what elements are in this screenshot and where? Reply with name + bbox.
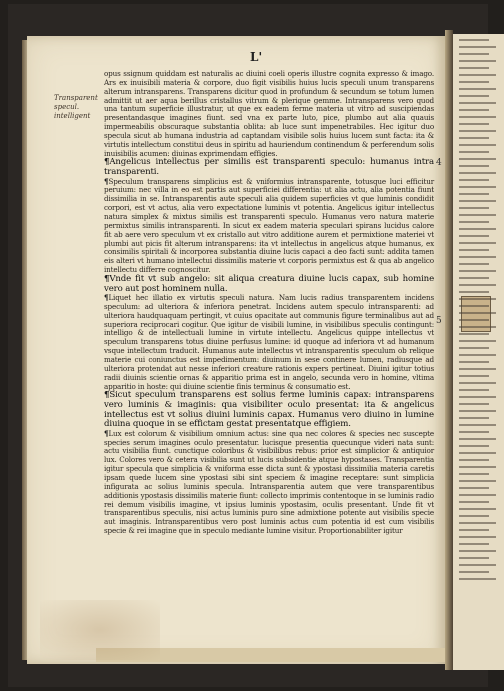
facing-page-text-line: [459, 382, 496, 384]
paragraph-mark-icon: ¶: [104, 176, 109, 186]
paragraph-text: Lux est colorum & visibilium omnium actus: sine qua nec colores & species nec suscepte species serum imagines oculo presentatur. lucisque presentia quecunque videri nata sunt: actu visibilia fiunt. cunctique coloribus & visibilibus rebus: prior est simplicior & antiquior lux. Colores vero & cetera visibilia sunt ut lucis subsidentie atque hypostases. Transparentia igitur specula que simplicia & vniforma esse dicta sunt & ypostasi dissimilia materia caretis ipsam quede lucem sine ypostasi sibi sint speciem & imagine receptare: sunt simplicia infigurata ac solius luminis specula. Intransparentia autem que vere transparentibus additionis ypostasis dissimilis materie fiunt: collecto imprimis contentoque in se luminis radio rei demum visibilis imagine, vt ipsius luminis ypostasim, oculis presentant. Unde fit vt transparentibus speculis, nisi actus luminis puro sine admixtione potente aut visibilis specie aut imaginis. Intransparentibus vero post luminis actus cum potentia id est cum visibilis specie & rei imagine que in speculo mediante lumine visitur. Proportionabiliter igitur: [104, 428, 434, 536]
facing-page-text-line: [459, 389, 489, 391]
facing-page-text-line: [459, 277, 489, 279]
facing-page-text-line: [459, 109, 489, 111]
text-paragraph: [104, 178, 434, 275]
facing-page-text-line: [459, 291, 489, 293]
facing-page-text-line: [459, 46, 496, 48]
facing-page-text-line: [459, 424, 496, 426]
facing-page-text-line: [459, 67, 489, 69]
paragraph-text: Speculum transparens simplicius est & vniformius intransparente, totusque luci efficitur peruium: nec villa in eo est partis aut superficiei differentia: ut alia actu, alia potentia fiunt dissimilia in se. Intransparentis aute speculi alia quidem superficies vt que luminis condidit corpori, est vt actus, alia vero expectatione luminis vt potentia. Angelicus igitur intellectus natura simplex & mixtus similis est transparenti speculo. Humanus vero natura materie permixtus similis intransparenti. In sicut ex eadem materia speculari spirans lucidus calore fit ab aere vero speculum vt ex cristallo aut vitro additione aurem et permixtione materiei vt plumbi aut picis fit alterum intransparens: ita vt intellectus in angelicus atque humanus, ex consimilis spiritali & incorporea substantia diuine lucis capaci a deo facti sunt: addita tamen eis alteri vt humano intellectui dissimilis materie vt corporis permixtus est & qua ab angelico intellectu differre cognoscitur.: [104, 176, 434, 275]
facing-page-text-line: [459, 564, 496, 566]
facing-page-text-line: [459, 60, 496, 62]
facing-page-text-line: [459, 172, 496, 174]
margin-number: 4: [436, 158, 442, 168]
paragraph-text: opus ssignum quiddam est naturalis ac diuini coeli operis illustre cognita expresso & imago. Ars ex inuisibili materia & corpore, duo figit visibilis huius lucis speculi unum transparens alterum intransparens. Transparens dicitur quod in profundum & secundum se totum lumen admittit ut aer aqua berillus cristallus vitrum & plerique gemme. Intransparens vero quod una tantum superficie illustratur, ut que ex eadem ferme materia ut vitro ad suscipiendas presentandasque imagines fiunt. sed vna ex parte luto, pice, plumbo aut alia quauis impermeabilis obscuraque substantia oblita: ab luce sunt impenetrabiles. Hec igitur duo specula sicut ab humana industria ad captandam visibile solis huius lucem sunt facta: ita & virtutis intellectum constitui deus in spiritu ad hauriendum continendum & perferendum solis inuisibilis acumen: diuinas exprimendam effigies.: [104, 69, 434, 158]
facing-page-text-line: [459, 144, 496, 146]
facing-page-text-line: [459, 116, 496, 118]
facing-page-text-line: [459, 242, 496, 244]
facing-page-text-line: [459, 228, 496, 230]
text-paragraph: [104, 430, 434, 536]
facing-page-text-line: [459, 270, 496, 272]
paragraph-mark-icon: ¶: [104, 428, 109, 438]
facing-page-text-line: [459, 340, 496, 342]
facing-page-text-line: [459, 375, 489, 377]
facing-page-text-line: [459, 571, 489, 573]
facing-page-text-line: [459, 319, 489, 321]
facing-page-text-line: [459, 256, 496, 258]
facing-page-text-line: [459, 403, 489, 405]
facing-page-text-line: [459, 445, 489, 447]
facing-page-text-line: [459, 312, 496, 314]
facing-page-text-line: [459, 417, 489, 419]
facing-page-text-line: [459, 88, 496, 90]
facing-page-text-line: [459, 354, 496, 356]
facing-page-text-line: [459, 158, 496, 160]
facing-page-text-line: [459, 452, 496, 454]
facing-page-text-line: [459, 186, 496, 188]
facing-page-text-line: [459, 347, 489, 349]
text-paragraph: [104, 70, 434, 158]
paragraph-text: Liquet hec illatio ex virtutis speculi natura. Nam lucis radius transparentem incidens speculum: ad ulteriora & inferiora penetrat. Incidens autem speculo intransparenti: ad ulteriora haudquaquam pertingit, vt cuius opacitate aut communis figure terminalibus aut ad superiora reciprocari cogitur. Que igitur de visibili lumine, in visibilibus speculis contingunt: intelligo & de intellectuali lumine in virtute intellectu. Angelicus quippe intellectus vt speculum transparens totus diuine perfusus lumine: id quoque ad inferiora vt ad humanum vsque intellectum traducit. Humanus aute intellectus vt intransparentis speculum ob relique materie cui coniunctus est impedimentum: diuinum in sese continere lumen, radiusque ad ulteriora protendat aut nesse inferiori creature rationis expers pertineat. Diuini igitur totius radii diuinis scientie ornas & apparitio prima est in angelo, secunda vero in homine, vltima apparitio in hoste: qui diuine scientie finis terminus & consumatio est.: [104, 293, 434, 391]
folio-number: L': [250, 50, 263, 64]
facing-page-text-line: [459, 249, 489, 251]
text-paragraph: [104, 294, 434, 391]
facing-page-text-line: [459, 522, 496, 524]
facing-page-text-line: [459, 165, 489, 167]
facing-page-text-line: [459, 487, 489, 489]
facing-page-text-line: [459, 410, 496, 412]
facing-page-text-line: [459, 361, 489, 363]
facing-page-text-line: [459, 200, 496, 202]
facing-page-text-line: [459, 207, 489, 209]
facing-page-text-line: [459, 529, 489, 531]
body-text: [104, 70, 434, 536]
section-heading: [104, 158, 434, 177]
facing-page-text-line: [459, 396, 496, 398]
facing-page-text-line: [459, 298, 496, 300]
paragraph-mark-icon: ¶: [104, 390, 110, 401]
handwritten-margin-note: Transparent specul. intelligent: [54, 94, 98, 120]
facing-page-text-line: [459, 578, 496, 580]
facing-page-text-line: [459, 102, 496, 104]
book-spine: [445, 30, 453, 670]
facing-page-text-line: [459, 74, 496, 76]
section-heading: [104, 275, 434, 294]
facing-page-text-line: [459, 123, 489, 125]
facing-page-text-line: [459, 305, 489, 307]
facing-page-text-line: [459, 333, 489, 335]
facing-page-text-line: [459, 550, 496, 552]
facing-page-text-line: [459, 466, 496, 468]
page-stain: [40, 600, 160, 660]
facing-page-text-line: [459, 501, 489, 503]
margin-number: 5: [436, 316, 442, 326]
facing-page-text-line: [459, 221, 489, 223]
facing-page-text-line: [459, 95, 489, 97]
facing-page-fragment: [453, 34, 504, 670]
facing-page-text-line: [459, 151, 489, 153]
facing-page-text-line: [459, 39, 489, 41]
facing-page-text-line: [459, 431, 489, 433]
section-heading: [104, 391, 434, 429]
facing-page-text-line: [459, 81, 489, 83]
paragraph-mark-icon: ¶: [104, 273, 110, 284]
facing-page-text-line: [459, 459, 489, 461]
facing-page-text-line: [459, 130, 496, 132]
facing-page-text-line: [459, 480, 496, 482]
facing-page-text-line: [459, 326, 496, 328]
facing-page-text-line: [459, 53, 489, 55]
facing-page-text-line: [459, 508, 496, 510]
facing-page-text-line: [459, 473, 489, 475]
facing-page-text-line: [459, 214, 496, 216]
facing-page-text-line: [459, 193, 489, 195]
facing-page-text-line: [459, 368, 496, 370]
paragraph-mark-icon: ¶: [104, 293, 109, 303]
facing-page-text-line: [459, 543, 489, 545]
facing-page-text-line: [459, 137, 489, 139]
facing-page-text-line: [459, 494, 496, 496]
paragraph-text: Sicut speculum transparens est solius ferme luminis capax: intransparens vero luminis & imaginis: qua visibiliter oculo presentat: ita & angelicus intellectus est vt solius diuini luminis capax. Humanus vero diuino in lumine diuina quoque in se effictam gestat presentatque effigiem.: [104, 390, 434, 430]
facing-page-text-line: [459, 536, 496, 538]
facing-page-text-line: [459, 179, 489, 181]
paragraph-text: Vnde fit vt sub angelo: sit aliqua creatura diuine lucis capax, sub homine vero aut post hominem nulla.: [104, 273, 434, 294]
facing-page-text-line: [459, 235, 489, 237]
paragraph-text: Angelicus intellectus per similis est transparenti speculo: humanus intra transparenti.: [104, 157, 434, 178]
facing-page-text-line: [459, 438, 496, 440]
paragraph-mark-icon: ¶: [104, 157, 110, 168]
facing-page-text-line: [459, 515, 489, 517]
facing-page-text-line: [459, 284, 496, 286]
facing-page-text-line: [459, 263, 489, 265]
facing-page-text-line: [459, 557, 489, 559]
